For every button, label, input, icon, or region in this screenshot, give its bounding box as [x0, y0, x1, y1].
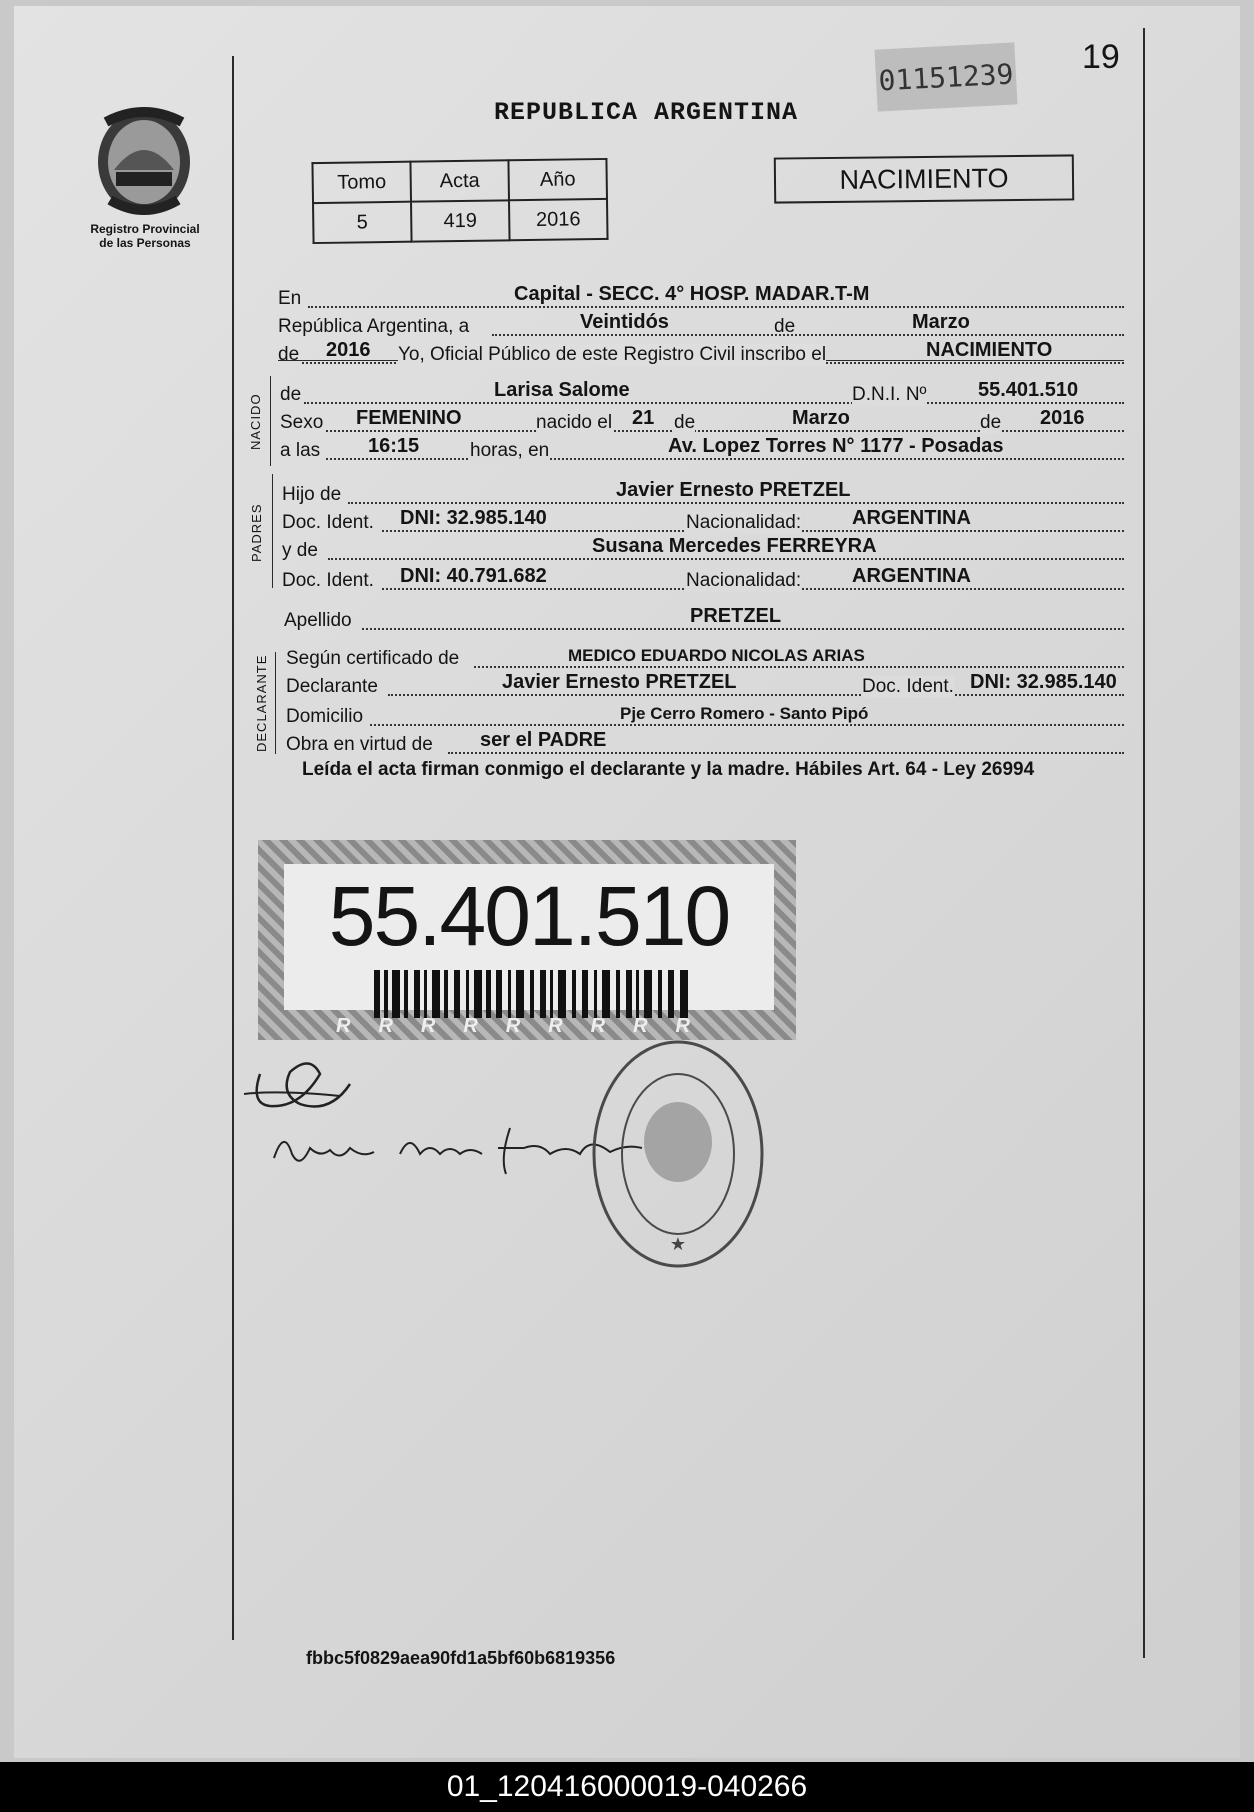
cert-value: MEDICO EDUARDO NICOLAS ARIAS: [568, 646, 865, 665]
father-nat: ARGENTINA: [852, 507, 971, 529]
barcode-number: 55.401.510: [328, 869, 730, 963]
birth-month: Marzo: [792, 407, 850, 429]
apellido-value: PRETZEL: [690, 605, 782, 627]
country-title: REPUBLICA ARGENTINA: [494, 98, 799, 127]
month-value: Marzo: [912, 311, 970, 333]
doc3-label: Doc. Ident.: [862, 676, 954, 697]
cert-label: Según certificado de: [286, 648, 460, 669]
dni-label: D.N.I. Nº: [852, 384, 927, 405]
apellido-label: Apellido: [284, 610, 352, 631]
birth-place: Av. Lopez Torres N° 1177 - Posadas: [668, 435, 1004, 457]
registry-name: Registro Provincial de las Personas: [90, 222, 200, 250]
row-en: [278, 282, 1124, 312]
barcode-bars-icon: [374, 970, 694, 1018]
table-value-tomo: 5: [313, 202, 412, 243]
alas-label: a las: [280, 440, 321, 461]
left-margin-line: [232, 56, 234, 1640]
section-label-declarante: DECLARANTE: [254, 654, 269, 752]
table-header-tomo: Tomo: [312, 162, 411, 203]
cert-dots: [474, 666, 1124, 668]
oficial-text: Yo, Oficial Público de este Registro Civil inscribo el: [398, 344, 827, 365]
mother-doc: DNI: 40.791.682: [400, 565, 547, 587]
table-header-acta: Acta: [410, 160, 509, 201]
doc1-label: Doc. Ident.: [282, 512, 374, 533]
row-father: [282, 478, 1124, 508]
domicilio-label: Domicilio: [286, 706, 364, 727]
nacido-bracket: [270, 376, 271, 466]
row-hora: [280, 434, 1124, 464]
barcode-label: [284, 864, 774, 1010]
nac1-label: Nacionalidad:: [686, 512, 802, 533]
row-father-doc: [282, 506, 1124, 536]
table-header-ano: Año: [508, 159, 607, 200]
declarante-label: Declarante: [286, 676, 378, 697]
de-label: de: [774, 316, 796, 337]
declarante-doc: DNI: 32.985.140: [970, 671, 1117, 693]
section-label-nacido: NACIDO: [248, 393, 263, 450]
domicilio-dots: [370, 724, 1124, 726]
barcode-sticker: [258, 840, 796, 1040]
domicilio-value: Pje Cerro Romero - Santo Pipó: [620, 704, 869, 723]
declarant-signature-icon: [240, 1044, 360, 1124]
document-hash: fbbc5f0829aea90fd1a5bf60b6819356: [306, 1648, 616, 1668]
name-dots: [304, 402, 1124, 404]
legal-text: Leída el acta firman conmigo el declarante y la madre. Hábiles Art. 64 - Ley 26994: [302, 759, 1035, 780]
republica-label: República Argentina, a: [278, 316, 470, 337]
sexo-value: FEMENINO: [356, 407, 462, 429]
province-coat-of-arms-icon: [92, 100, 196, 220]
inscribo-value: NACIMIENTO: [926, 339, 1053, 361]
obra-dots: [448, 752, 1124, 754]
year-value: 2016: [326, 339, 371, 361]
en-label: En: [278, 288, 302, 309]
birth-time: 16:15: [368, 435, 420, 457]
row-cert: [286, 642, 1124, 672]
yde-label: y de: [282, 540, 318, 561]
right-margin-line: [1143, 28, 1145, 1658]
row-year: [278, 338, 1124, 368]
official-stamp-icon: [588, 1036, 768, 1272]
horas-label: horas, en: [470, 440, 550, 461]
padres-bracket: [272, 474, 273, 588]
nacido-label: nacido el: [536, 412, 613, 433]
footer-code: 01_120416000019-040266: [0, 1762, 1254, 1812]
de4-label: de: [980, 412, 1002, 433]
name-value: Larisa Salome: [494, 379, 630, 401]
table-value-ano: 2016: [509, 199, 608, 240]
record-type-box: NACIMIENTO: [774, 154, 1074, 203]
row-mother-doc: [282, 564, 1124, 594]
row-apellido: [284, 604, 1124, 634]
mother-dots: [328, 558, 1124, 560]
svg-text:★: ★: [669, 1234, 687, 1255]
day-value: Veintidós: [580, 311, 669, 333]
row-republica: [278, 310, 1124, 340]
sexo-dots: [326, 430, 1124, 432]
table-value-acta: 419: [411, 200, 510, 241]
dni-value: 55.401.510: [978, 379, 1079, 401]
republica-dots: [492, 334, 1124, 336]
hijo-label: Hijo de: [282, 484, 342, 505]
obra-label: Obra en virtud de: [286, 734, 433, 755]
father-name: Javier Ernesto PRETZEL: [616, 479, 851, 501]
row-name: [280, 378, 1124, 408]
row-declarante: [286, 670, 1124, 700]
declarante-value: Javier Ernesto PRETZEL: [502, 671, 737, 693]
hora-dots: [326, 458, 1124, 460]
birth-day: 21: [632, 407, 655, 429]
row-sexo: [280, 406, 1124, 436]
section-label-padres: PADRES: [249, 503, 264, 562]
apellido-dots: [362, 628, 1124, 630]
mother-nat: ARGENTINA: [852, 565, 971, 587]
tomo-acta-ano-table: [311, 158, 608, 244]
doc2-label: Doc. Ident.: [282, 570, 374, 591]
father-doc: DNI: 32.985.140: [400, 507, 547, 529]
name-label: de: [280, 384, 302, 405]
row-mother: [282, 534, 1124, 564]
declarante-dots: [388, 694, 1124, 696]
birth-year: 2016: [1040, 407, 1085, 429]
sexo-label: Sexo: [280, 412, 324, 433]
mother-name: Susana Mercedes FERREYRA: [592, 535, 877, 557]
obra-value: ser el PADRE: [480, 729, 607, 751]
declarante-bracket: [275, 652, 276, 754]
father-dots: [348, 502, 1124, 504]
page-number: 19: [1082, 38, 1120, 76]
en-value: Capital - SECC. 4° HOSP. MADAR.T-M: [514, 283, 870, 305]
nac2-label: Nacionalidad:: [686, 570, 802, 591]
barcode-pattern-letters: RRRRRRRRR: [336, 1015, 718, 1037]
row-domicilio: [286, 700, 1124, 730]
en-dots: [308, 306, 1124, 308]
de2-label: de: [278, 344, 300, 365]
row-obra: [286, 728, 1124, 758]
serial-number: 01151239: [874, 42, 1017, 111]
de3-label: de: [674, 412, 696, 433]
